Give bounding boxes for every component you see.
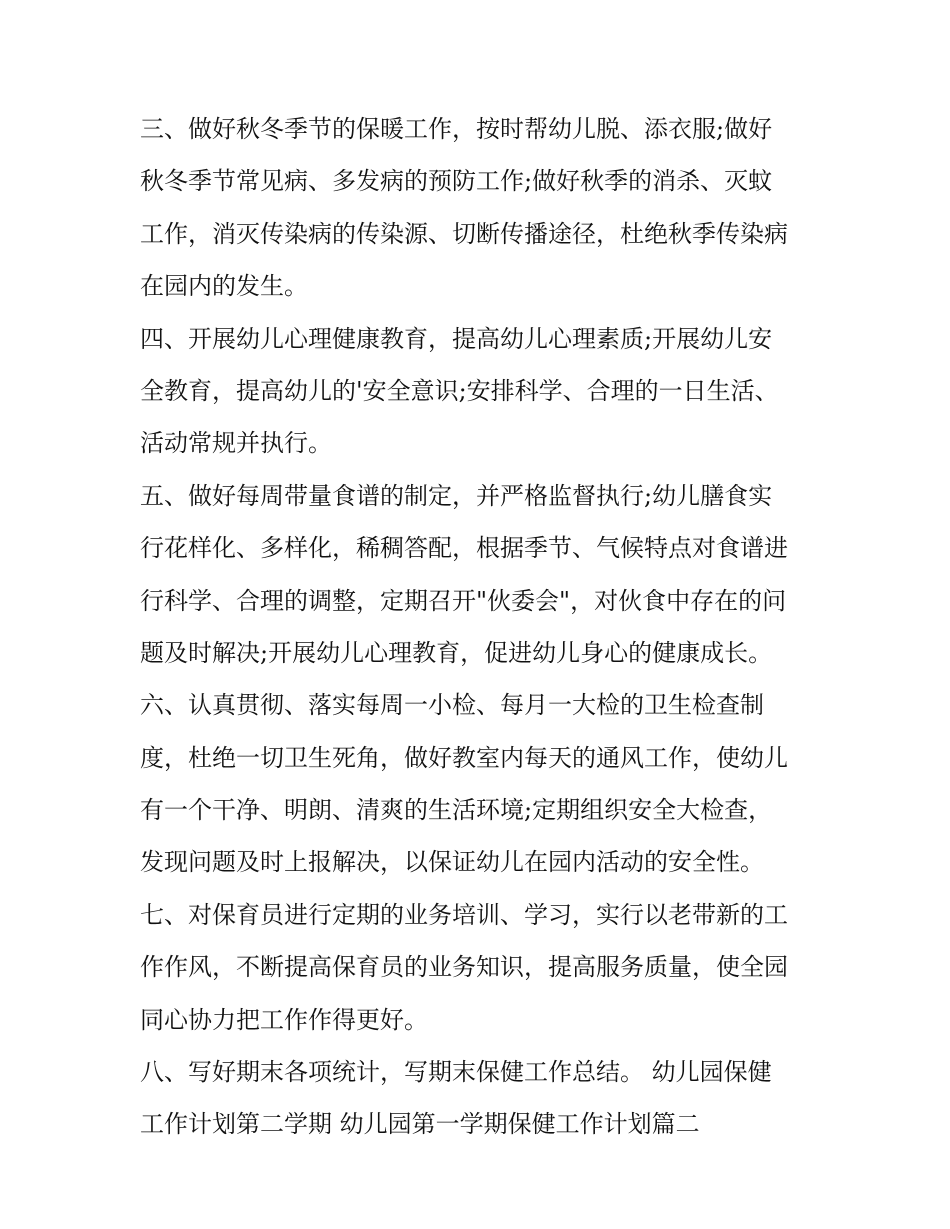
document-body: [140, 103, 816, 1151]
text-line: 在园内的发生。: [140, 272, 308, 301]
text-line: 秋冬季节常见病、多发病的预防工作;做好秋季的消杀、灭蚊: [140, 167, 773, 196]
text-line: 全教育，提高幼儿的'安全意识;安排科学、合理的一日生活、: [140, 376, 779, 405]
text-line: 行花样化、多样化，稀稠答配，根据季节、气候特点对食谱进: [140, 534, 788, 563]
text-line: 五、做好每周带量食谱的制定，并严格监督执行;幼儿膳食实: [140, 481, 773, 510]
text-line: 度，杜绝一切卫生死角，做好教室内每天的通风工作，使幼儿: [140, 743, 788, 772]
text-line: 同心协力把工作作得更好。: [140, 1005, 428, 1034]
text-line: 三、做好秋冬季节的保暖工作，按时帮幼儿脱、添衣服;做好: [140, 115, 773, 143]
text-line: 题及时解决;开展幼儿心理教育，促进幼儿身心的健康成长。: [140, 638, 773, 667]
text-line: 八、写好期末各项统计，写期末保健工作总结。 幼儿园保健: [140, 1058, 772, 1087]
text-line: 六、认真贯彻、落实每周一小检、每月一大检的卫生检查制: [140, 691, 764, 720]
text-line: 有一个干净、明朗、清爽的生活环境;定期组织安全大检查，: [140, 796, 773, 825]
text-line: 发现问题及时上报解决，以保证幼儿在园内活动的安全性。: [140, 848, 764, 877]
text-line: 行科学、合理的调整，定期召开"伙委会"，对伙食中存在的问: [140, 586, 787, 615]
text-line: 七、对保育员进行定期的业务培训、学习，实行以老带新的工: [140, 900, 788, 929]
text-line: 工作，消灭传染病的传染源、切断传播途径，杜绝秋季传染病: [140, 219, 788, 248]
text-line: 四、开展幼儿心理健康教育，提高幼儿心理素质;开展幼儿安: [140, 324, 773, 353]
text-line: 工作计划第二学期 幼儿园第一学期保健工作计划篇二: [140, 1110, 700, 1139]
text-line: 活动常规并执行。: [140, 429, 332, 458]
text-line: 作作风，不断提高保育员的业务知识，提高服务质量，使全园: [140, 953, 788, 982]
